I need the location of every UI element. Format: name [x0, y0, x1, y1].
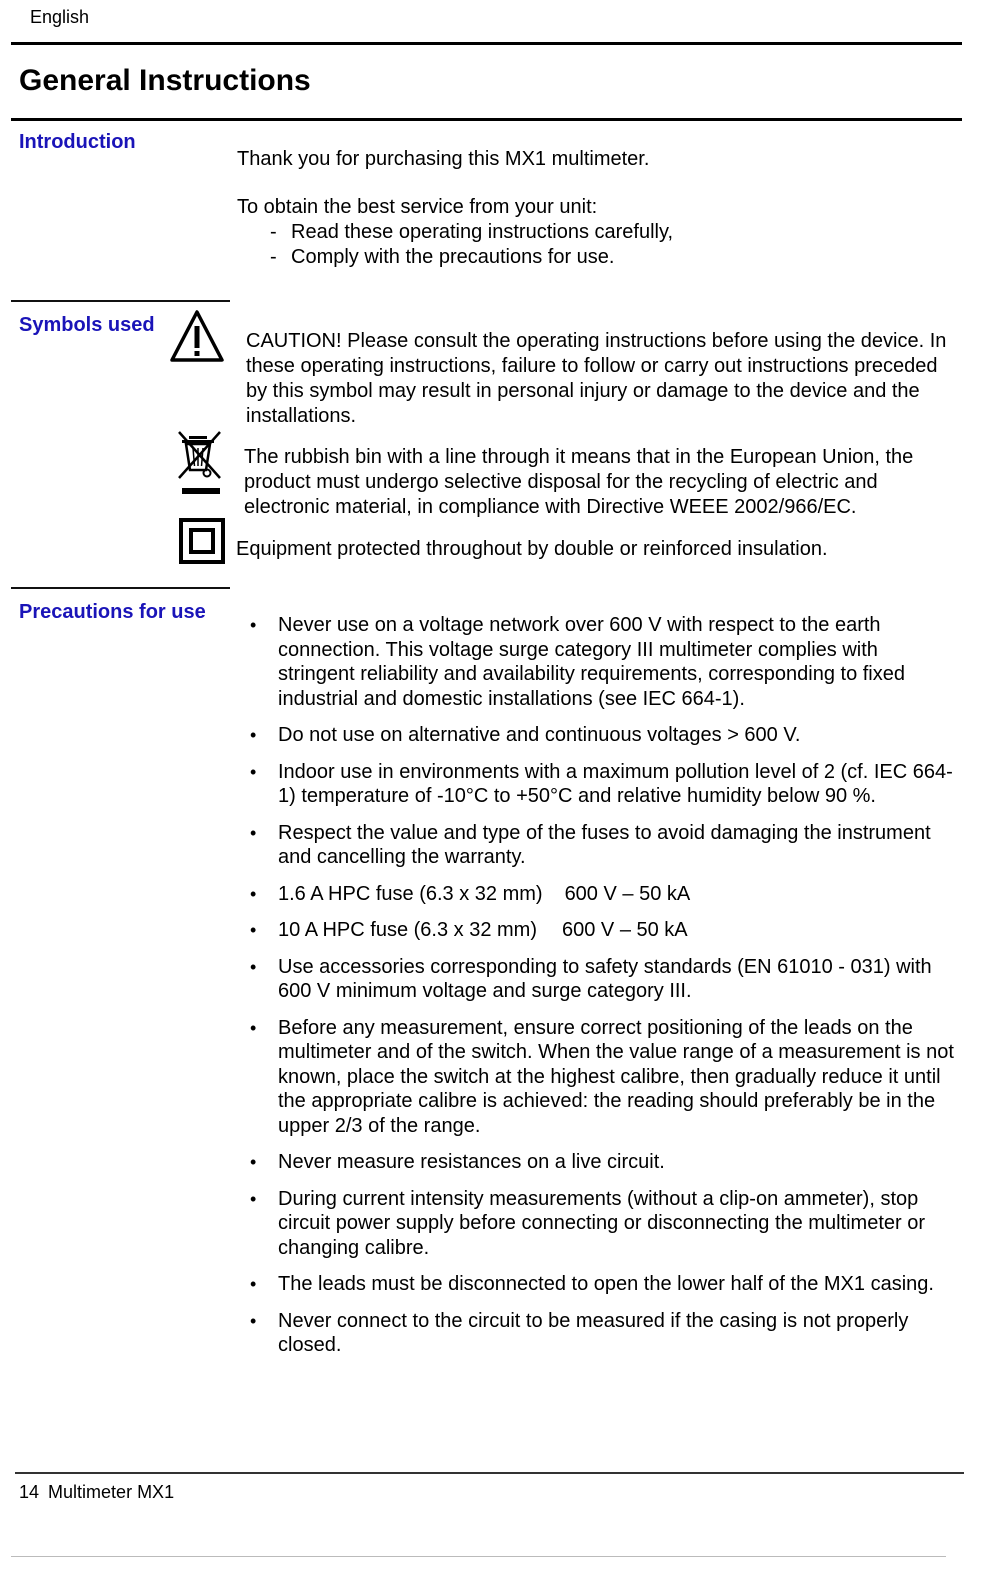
- list-item-fuse: [248, 882, 958, 907]
- list-item: • The leads must be disconnected to open the lower half of the MX1 casing.: [248, 1272, 958, 1297]
- footer: [19, 1482, 174, 1503]
- list-item: • Indoor use in environments with a maximum pollution level of 2 (cf. IEC 664-1) temperature of -10°C to +50°C and relative humidity below 90 %.: [248, 760, 958, 809]
- list-item: • Before any measurement, ensure correct positioning of the leads on the multimeter and of the switch. When the value range of a measurement is not known, place the switch at the highest calibre, then gradually reduce it until the appropriate calibre is achieved: the reading should preferably be in the upper 2/3 of the range.: [248, 1016, 958, 1139]
- fuse-rating: 600 V – 50 kA: [564, 882, 691, 905]
- title-rule: [11, 118, 962, 121]
- section-title-introduction: Introduction: [19, 131, 136, 153]
- list-item: • Never connect to the circuit to be measured if the casing is not properly closed.: [248, 1309, 958, 1358]
- list-item: • Use accessories corresponding to safety standards (EN 61010 - 031) with 600 V minimum voltage and surge category III.: [248, 955, 958, 1004]
- list-item: • Respect the value and type of the fuses to avoid damaging the instrument and cancelling the warranty.: [248, 821, 958, 870]
- list-item: • Never use on a voltage network over 600 V with respect to the earth connection. This voltage surge category III multimeter complies with stringent reliability and availability requirements, corresponding to fixed industrial and domestic installations (see IEC 664-1).: [248, 613, 958, 711]
- weee-bin-icon: [176, 428, 224, 496]
- intro-lead: To obtain the best service from your unit:: [237, 196, 598, 218]
- caution-text: CAUTION! Please consult the operating instructions before using the device. In these operating instructions, failure to follow or carry out instructions preceded by this symbol may result in personal injury or damage to the device and the installations.: [246, 330, 947, 427]
- footer-rule: [15, 1472, 964, 1474]
- intro-thanks: Thank you for purchasing this MX1 multimeter.: [237, 148, 650, 170]
- bottom-divider: [11, 1556, 946, 1557]
- language-label: English: [30, 7, 90, 27]
- page-number: 14: [19, 1482, 40, 1502]
- symbols-rule: [11, 300, 230, 302]
- list-item: - Comply with the precautions for use.: [270, 245, 673, 270]
- list-item: • Do not use on alternative and continuous voltages > 600 V.: [248, 723, 958, 748]
- footer-doc-title: Multimeter MX1: [48, 1482, 175, 1502]
- intro-list: [270, 220, 673, 270]
- section-title-symbols: Symbols used: [19, 314, 155, 336]
- fuse-label: 10 A HPC fuse (6.3 x 32 mm): [278, 919, 537, 941]
- fuse-label: 1.6 A HPC fuse (6.3 x 32 mm): [278, 882, 543, 905]
- warning-triangle-icon: [169, 308, 225, 364]
- section-title-precautions: Precautions for use: [19, 601, 206, 623]
- precautions-rule: [11, 587, 230, 589]
- list-item: - Read these operating instructions carefully,: [270, 220, 673, 245]
- weee-text: The rubbish bin with a line through it means that in the European Union, the product must undergo selective disposal for the recycling of electric and electronic material, in compliance with Directive WEEE 2002/966/EC.: [244, 446, 914, 518]
- list-item: • Never measure resistances on a live circuit.: [248, 1150, 958, 1175]
- list-item: • During current intensity measurements (without a clip-on ammeter), stop circuit power supply before connecting or disconnecting the multimeter or changing calibre.: [248, 1187, 958, 1261]
- insulation-text: Equipment protected throughout by double or reinforced insulation.: [236, 538, 828, 560]
- fuse-rating: 600 V – 50 kA: [562, 919, 688, 941]
- precautions-list: [248, 613, 958, 1370]
- page-title: General Instructions: [19, 64, 311, 97]
- header-rule: [11, 42, 962, 45]
- double-insulation-icon: [179, 518, 225, 564]
- list-item-fuse: [248, 918, 958, 943]
